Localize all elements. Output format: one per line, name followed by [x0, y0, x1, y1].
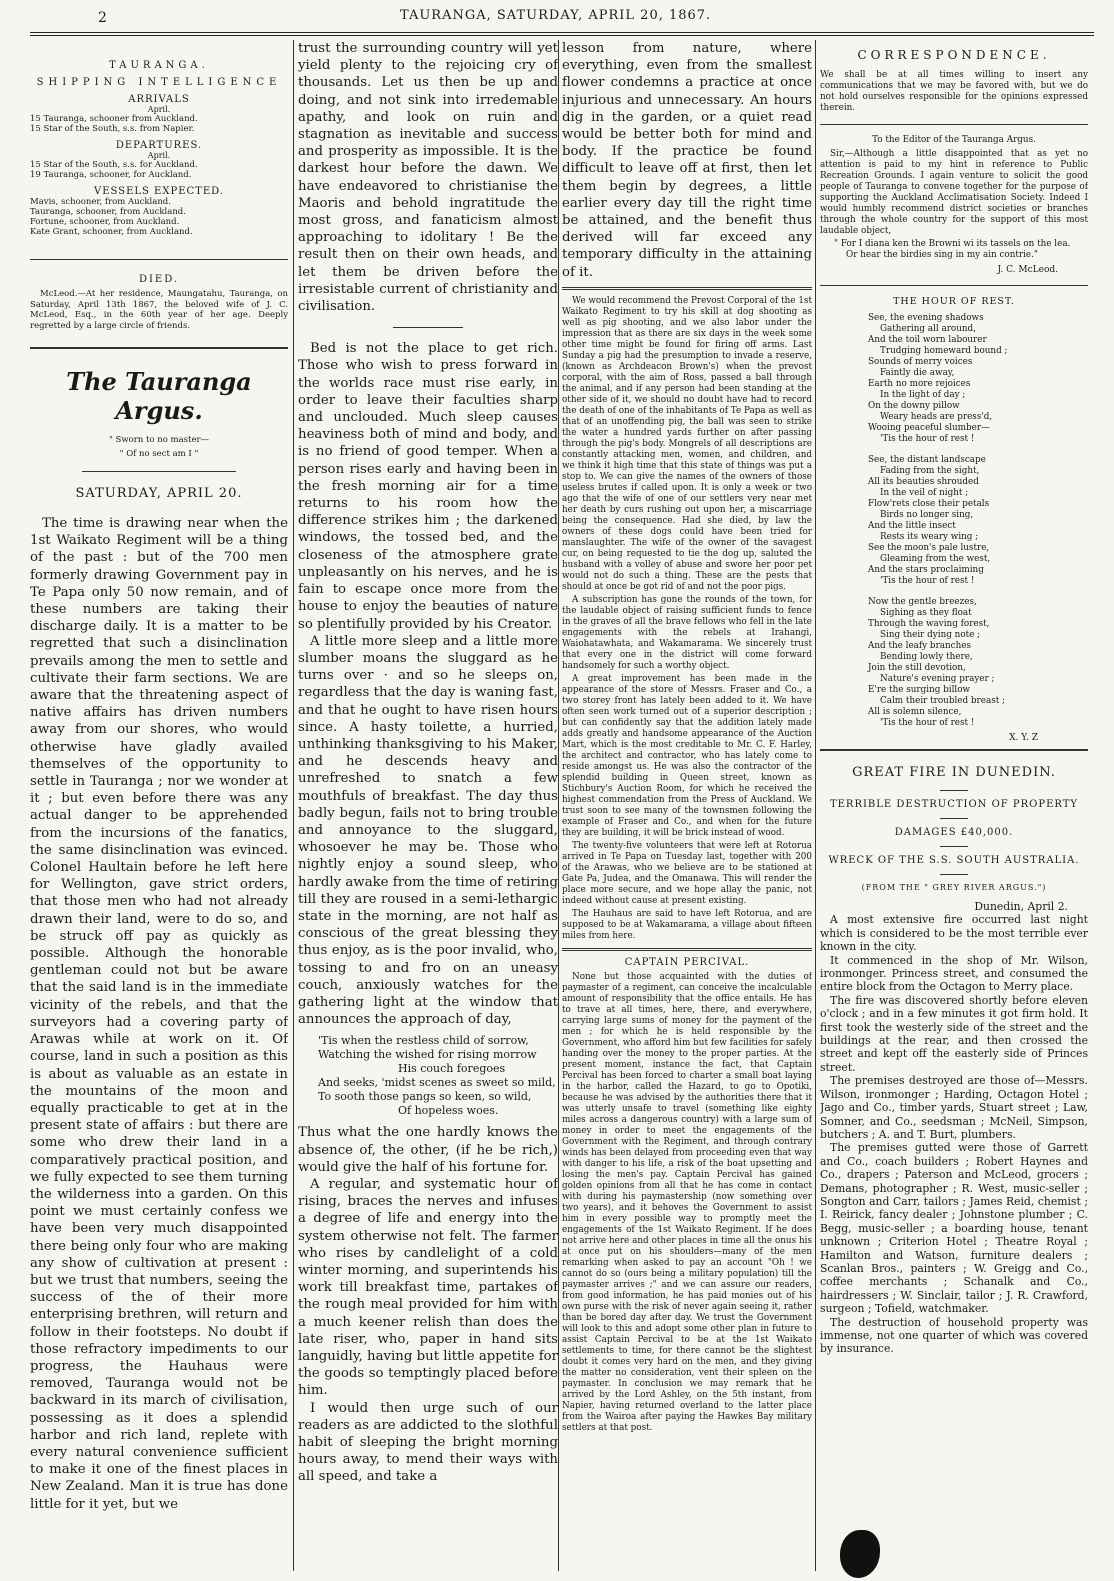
poem-line: Calm their troubled breast ;	[880, 696, 1006, 706]
fire-paragraph: A most extensive fire occurred last night which is considered to be the most terrible ever known in the city.	[820, 913, 1088, 954]
expected-line: Mavis, schooner, from Auckland.	[30, 197, 171, 207]
poem-line: See, the evening shadows	[868, 313, 984, 323]
editorial-paragraph: I would then urge such of our readers as are addicted to the slothful habit of sleeping the bright morning hours away, to mend their ways with all speed, and take a	[298, 1400, 558, 1485]
poem-line: Gleaming from the west,	[880, 554, 991, 564]
ink-blot	[840, 1530, 880, 1578]
poem-line: All is solemn silence,	[868, 707, 962, 717]
divider	[82, 471, 237, 472]
column-rule	[558, 40, 559, 1571]
letter-signature: J. C. McLeod.	[997, 265, 1058, 275]
divider	[940, 818, 968, 819]
divider	[820, 749, 1088, 751]
arrivals-month: April.	[147, 105, 171, 114]
poem-line: Now the gentle breezes,	[868, 597, 977, 607]
poem-line: Sing their dying note ;	[880, 630, 981, 640]
editorial-paragraph: Thus what the one hardly knows the absence of, the other, (if he be rich,) would give the half of his fortune for.	[298, 1125, 558, 1175]
news-paragraph: A subscription has gone the rounds of the town, for the laudable object of raising sufficient funds to fence in the graves of all the brave fellows who fell in the late engagements with the rebels at Irahangi, Waiohatawhata, and Wakamarama. We sincerely trust that every one in the district will come forward handsomely for such a worthy object.	[562, 594, 812, 671]
fire-paragraph: The fire was discovered shortly before eleven o'clock ; and in a few minutes it got firm hold. It first took the westerly side of the street and the buildings at the rear, and then crossed the street and kept off the easterly side of Princes street.	[820, 993, 1088, 1074]
fire-source: (FROM THE " GREY RIVER ARGUS.")	[861, 883, 1047, 892]
poem-stanza-2	[868, 455, 1088, 587]
fire-paragraph: The premises gutted were those of Garrett and Co., coach builders ; Robert Haynes and Co., drapers ; Paterson and McLeod, grocers ; Demans, photographer ; R. West, music-seller ; Songton and Carr, tailors ; James Reid, chemist ; I. Reirick, fancy dealer ; Johnstone plumber ; C. Begg, music-seller ; a boarding house, tenant unknown ; Criterion Hotel ; Theatre Royal ; Hamilton and Watson, furniture dealers ; Scanlan Bros., painters ; W. Greigg and Co., coffee merchants ; Schanalk and Co., hairdressers ; W. Sinclair, tailor ; J. R. Crawford, surgeon ; Tofield, watchmaker.	[820, 1141, 1088, 1316]
divider	[940, 874, 968, 875]
poem-line: Fading from the sight,	[880, 466, 980, 476]
poem-line: Weary heads are press'd,	[880, 412, 993, 422]
poem-line: Join the still devotion,	[868, 663, 966, 673]
poem-line: Through the waving forest,	[868, 619, 990, 629]
poem-signature: X. Y. Z	[1009, 733, 1038, 743]
news-paragraph: The twenty-five volunteers that were left at Rotorua arrived in Te Papa on Tuesday last, together with 200 of the Arawas, who we believe are to be stationed at Gate Pa, Judea, and the Omanawa. This will render the place more secure, and we hope allay the panic, not indeed without cause at present existing.	[562, 840, 812, 906]
letter-body: Sir,—Although a little disappointed that as yet no attention is paid to my hint in reference to Public Recreation Grounds. I again venture to solicit the good people of Tauranga to convene together for the purpose of supporting the Auckland Acclimatisation Society. Indeed I would humbly recommend district societies or branches through the whole country for the support of this most laudable object,	[820, 149, 1088, 236]
divider	[940, 790, 968, 791]
divider	[30, 347, 288, 349]
issue-date: SATURDAY, APRIL 20.	[75, 486, 243, 501]
died-heading: DIED.	[138, 274, 180, 285]
shipping-title: TAURANGA.	[109, 60, 209, 71]
motto-line-2: " Of no sect am I "	[119, 449, 199, 459]
divider	[820, 285, 1088, 286]
fire-subhead: WRECK OF THE S.S. SOUTH AUSTRALIA.	[828, 855, 1080, 866]
poem-stanza-3	[868, 597, 1088, 729]
departure-line: 15 Star of the South, s.s. for Auckland.	[30, 160, 198, 170]
page-number: 2	[98, 10, 107, 26]
fire-paragraph: It commenced in the shop of Mr. Wilson, ironmonger. Princess street, and consumed the entire block from the Octagon to Merry place.	[820, 953, 1088, 994]
poem-line: Faintly die away,	[880, 368, 955, 378]
departures-heading: DEPARTURES.	[115, 140, 203, 151]
letter-quote: " For I diana ken the Browni wi its tassels on the lea.	[834, 239, 1071, 249]
poem-line: 'Tis the hour of rest !	[880, 718, 975, 728]
arrival-line: 15 Star of the South, s.s. from Napier.	[30, 124, 195, 134]
poem-line: Rests its weary wing ;	[880, 532, 979, 542]
divider	[562, 287, 812, 290]
editorial-paragraph: trust the surrounding country will yet yield plenty to the rejoicing cry of thousands. Let us then be up and doing, and not sink into irredemable apathy, and look on ruin and stagnation as inevitable and success and prosperity as impossible. It is the darkest hour before the dawn. We have endeavored to christianise the Maoris and behold ingratitude the most gross, and fanaticism almost approaching to idolitary ! Be the result then on their own heads, and let them be driven before the irresistable current of christianity and civilisation.	[298, 41, 558, 315]
poem-line: Wooing peaceful slumber—	[868, 423, 990, 433]
poem-line: To sooth those pangs so keen, so wild,	[318, 1090, 532, 1104]
poem-line: And the stars proclaiming	[868, 565, 984, 575]
column-3	[562, 40, 812, 1436]
editorial-paragraph: A regular, and systematic hour of rising, braces the nerves and infuses a degree of life and energy into the system otherwise not felt. The farmer who rises by candlelight of a cold winter morning, and superintends his work till breakfast time, partakes of the rough meal provided for him with a much keener relish than does the late riser, who, paper in hand sits languidly, having but little appetite for the goods so temptingly placed before him.	[298, 1176, 558, 1399]
poem-line: See, the distant landscape	[868, 455, 986, 465]
poem-line: And seeks, 'midst scenes as sweet so mild,	[318, 1076, 556, 1090]
column-4	[820, 40, 1088, 1356]
poem-line: 'Tis when the restless child of sorrow,	[318, 1034, 529, 1048]
poem-line: And the toil worn labourer	[868, 335, 987, 345]
poem-line: And the leafy branches	[868, 641, 971, 651]
poem-line: E're the surging billow	[868, 685, 971, 695]
column-2	[298, 40, 558, 1486]
poem-line: See the moon's pale lustre,	[868, 543, 990, 553]
column-1	[30, 42, 288, 1513]
fire-paragraph: The destruction of household property was immense, not one quarter of which was covered by insurance.	[820, 1315, 1088, 1356]
correspondence-title: CORRESPONDENCE.	[857, 48, 1051, 62]
poem-title: THE HOUR OF REST.	[893, 296, 1015, 307]
arrivals-heading: ARRIVALS	[128, 94, 190, 105]
editorial-text	[30, 515, 288, 1513]
local-news	[562, 296, 812, 942]
divider	[562, 948, 812, 951]
arrival-line: 15 Tauranga, schooner from Auckland.	[30, 114, 198, 124]
header-rule	[30, 32, 1094, 36]
column-rule	[293, 40, 294, 1571]
expected-line: Fortune, schooner, from Auckland.	[30, 217, 180, 227]
news-paragraph: A great improvement has been made in the appearance of the store of Messrs. Fraser and Co., a two storey front has lately been added to it. We have often seen work turned out of a superior description ; but can confidently say that the addition lately made adds greatly and handsome appearance of the Auction Mart, which is the most creditable to Mr. C. F. Harley, the architect and contractor, who has lately come to reside amongst us. He was also the contractor of the splendid building in Queen street, known as Stichbury's Auction Room, for which he received the highest commendation from the Press of Auckland. We trust soon to see many of the townsmen following the example of Fraser and Co., and when for the future they are building, it will be brick instead of wood.	[562, 673, 812, 838]
poem-line: Watching the wished for rising morrow	[318, 1048, 537, 1062]
quoted-poem	[318, 1034, 558, 1118]
masthead: The Tauranga Argus.	[66, 367, 252, 425]
poem-line: Flow'rets close their petals	[868, 499, 990, 509]
died-notice: McLeod.—At her residence, Maungatahu, Tauranga, on Saturday, April 13th 1867, the beloved wife of J. C. McLeod, Esq., in the 60th year of her age. Deeply regretted by a large circle of friends.	[30, 289, 288, 331]
poem-line: 'Tis the hour of rest !	[880, 576, 975, 586]
poem-line: And the little insect	[868, 521, 956, 531]
news-paragraph: The Hauhaus are said to have left Rotorua, and are supposed to be at Wakamarama, a village about fifteen miles from here.	[562, 908, 812, 941]
shipping-subtitle: SHIPPING INTELLIGENCE	[36, 77, 282, 88]
motto-line-1: " Sworn to no master—	[108, 435, 210, 445]
poem-line: Earth no more rejoices	[868, 379, 971, 389]
fire-headline: GREAT FIRE IN DUNEDIN.	[852, 765, 1056, 780]
expected-heading: VESSELS EXPECTED.	[94, 186, 224, 197]
fire-dateline: Dunedin, April 2.	[974, 900, 1068, 913]
correspondence-note: We shall be at all times willing to insert any communications that we may be favored with, but we do not hold ourselves responsible for the opinions expressed therein.	[820, 70, 1088, 113]
poem-line: Sounds of merry voices	[868, 357, 973, 367]
editorial-paragraph: Bed is not the place to get rich. Those who wish to press forward in the worlds race must rise early, in order to leave their faculties sharp and unclouded. Much sleep causes heaviness both of mind and body, and is no friend of good temper. When a person rises early and having been in the fresh morning air for a time returns to his room how the difference strikes him ; the darkened windows, the tossed bed, and the closeness of the atmosphere grate unpleasantly on his nerves, and he is fain to escape once more from the house to enjoy the beauties of nature so plentifully provided by his Creator.	[298, 341, 558, 632]
poem-stanza-1	[868, 313, 1088, 445]
fire-subhead: TERRIBLE DESTRUCTION OF PROPERTY	[829, 799, 1079, 810]
poem-line: Trudging homeward bound ;	[880, 346, 1008, 356]
percival-text: None but those acquainted with the duties of paymaster of a regiment, can conceive the incalculable amount of responsibility that the office entails. He has to trave at all times, here, there, and everywhere, carrying large sums of money for the payment of the men ; for which he is held responsible by the Government, who afford him but few facilities for safely handing over the money to the proper parties. At the present moment, instance the fact, that Captain Percival has been forced to charter a small boat laying in the harbor, called the Hazard, to go to Opotiki, because he was advised by the authorities there that it was utterly unsafe to travel (something like eighty miles across a dangerous country) with a large sum of money in order to meet the engagements of the Government with the Regiment, and through contrary winds has been delayed from proceeding even that way with danger to his life, a risk of the boat upsetting and losing the men's pay. Captain Percival has gained golden opinions from all that he has come in contact with during his paymastership (now something over two years), and it behoves the Government to assist him in every possible way to promptly meet the engagements of the 1st Waikato Regiment. If he does not arrive here and other places in time all the onus his at once put on his shoulders—many of the men remarking when asked to pay an account "Oh ! we cannot do so (ours being a military population) till the paymaster arrives ;" and we can assure our readers, from good information, he has paid monies out of his own purse with the risk of never again seeing it, rather than be bored day after day. We trust the Government will look to this and adopt some other plan in future to assist Captain Percival to be at the 1st Waikato settlements to time, for there cannot be the slightest doubt it comes very hard on the men, and they giving the matter no consideration, vent their spleen on the paymaster. In conclusion we may remark that he arrived by the Lord Ashley, on the 5th instant, from Napier, having returned overland to the latter place from the Wairoa after paying the Hawkes Bay military settlers at that post.	[562, 971, 812, 1433]
percival-title: CAPTAIN PERCIVAL.	[624, 956, 750, 968]
poem-line: Bending lowly there,	[880, 652, 973, 662]
poem-line: Birds no longer sing,	[880, 510, 974, 520]
divider	[820, 124, 1088, 125]
poem-line: In the veil of night ;	[880, 488, 969, 498]
letter-to: To the Editor of the Tauranga Argus.	[872, 135, 1036, 145]
poem-line: On the downy pillow	[868, 401, 960, 411]
news-paragraph: We would recommend the Prevost Corporal of the 1st Waikato Regiment to try his skill at dog shooting as well as pig shooting, and we also labor under the impression that as there are six days in the week some other time might be found for firing off arms. Last Sunday a pig had the presumption to invade a reserve, (known as Archdeacon Brown's) when the prevost corporal, with the aim of Ross, passed a ball through the animal, and if any person had been standing at the other side of it, we should no doubt have had to record the death of one of the inhabitants of Te Papa as well as that of an unoffending pig, the ball was seen to strike the water a hundred yards further on after passing through the pig's body. Mongrels of all descriptions are constantly attacking men, women, and children, and we think it high time that this state of things was put a stop to. We can give the names of the owners of those useless brutes if called upon. It is only a week or two ago that the wife of one of our settlers very near met her death by curs rushing out upon her, a miscarriage being the consequence. Had she died, by law the owners of these dogs could have been tried for manslaughter. The wife of the owner of the savagest cur, on being requested to tie the dog up, saluted the husband with a volley of abuse and swore her poor pet would not do such a thing. These are the pests that should at once be got rid of and not the poor pigs.	[562, 295, 812, 592]
divider	[30, 259, 288, 260]
poem-line: 'Tis the hour of rest !	[880, 434, 975, 444]
expected-line: Tauranga, schooner, from Auckland.	[30, 207, 186, 217]
fire-paragraph: The premises destroyed are those of—Messrs. Wilson, ironmonger ; Harding, Octagon Hotel ; Jago and Co., timber yards, Stuart street ; Law, Somner, and Co., seedsman ; McNeil, Simpson, butchers ; A. and T. Burt, plumbers.	[820, 1074, 1088, 1141]
poem-line: In the light of day ;	[880, 390, 966, 400]
expected-line: Kate Grant, schooner, from Auckland.	[30, 227, 193, 237]
divider	[393, 327, 463, 328]
departures-month: April.	[147, 151, 171, 160]
poem-line: Sighing as they float	[880, 608, 972, 618]
poem-line: Nature's evening prayer ;	[880, 674, 995, 684]
poem-line: Gathering all around,	[880, 324, 976, 334]
editorial-paragraph: A little more sleep and a little more slumber moans the sluggard as he turns over · and so he sleeps on, regardless that the day is waning fast, and that he ought to have risen hours since. A hasty toilette, a hurried, unthinking thanksgiving to his Maker, and he descends heavy and unrefreshed to snatch a few mouthfuls of breakfast. The day thus badly begun, fails not to bring trouble and annoyance to the sluggard, whosoever he may be. Those who nightly enjoy a sound sleep, who hardly awake from the time of retiring till they are roused in a semi-lethargic state in the morning, are not half as conscious of the great blessing they thus enjoy, as is the poor invalid, who, tossing to and fro on an uneasy couch, anxiously watches for the gathering light at the window that announces the approach of day,	[298, 633, 558, 1028]
fire-subhead: DAMAGES £40,000.	[894, 827, 1014, 838]
poem-line: Of hopeless woes.	[398, 1104, 499, 1118]
divider	[940, 846, 968, 847]
editorial-paragraph: lesson from nature, where everything, even from the smallest flower condemns a practice at once injurious and unnecessary. An hours dig in the garden, or a quiet read would be better both for mind and body. If the practice be found difficult to leave off at first, then let them begin by degrees, a little earlier every day till the right time be attained, and the benefit thus derived will far exceed any temporary difficulty in the attaining of it.	[562, 41, 812, 280]
poem-line: All its beauties shrouded	[868, 477, 979, 487]
page-header: TAURANGA, SATURDAY, APRIL 20, 1867.	[400, 8, 712, 23]
editorial-paragraph: The time is drawing near when the 1st Waikato Regiment will be a thing of the past : but of the 700 men formerly drawing Government pay in Te Papa only 50 now remain, and of these numbers are taking their discharge daily. It is a matter to be regretted that such a disinclination prevails among the men to settle and cultivate their farm sections. We are aware that the threatening aspect of native affairs has driven numbers away from our shores, who would otherwise have gladly availed themselves of the opportunity to settle in Tauranga ; nor we wonder at it ; but even before there was any actual danger to be apprehended from the incursions of the fanatics, the same disinclination was evinced. Colonel Haultain before he left here for Wellington, gave strict orders, that those men who had not already drawn their land, were to do so, and be struck off pay as quickly as possible. Although the honorable gentleman could not but be aware that the said land is in the immediate vicinity of the rebels, and that the surveyors had a covering party of Arawas while at work on it. Of course, land in such a position as this is about as valuable as an estate in the mountains of the moon and equally practicable to get at in the present state of affairs : but there are some who drew their land in a comparatively practical position, and we fully expected to see them turning the wilderness into a garden. On this point we must certainly confess we have been very much disappointed there being only four who are making any show of cultivation at present : but we trust that numbers, seeing the success of the of their more enterprising brethren, will return and follow in their footsteps. No doubt if those refractory impediments to our progress, the Hauhaus were removed, Tauranga would not be backward in its march of civilisation, possessing as it does a splendid harbor and rich land, replete with every natural convenience sufficient to make it one of the finest places in New Zealand. Man it is true has done little for it yet, but we	[30, 516, 288, 1512]
departure-line: 19 Tauranga, schooner, for Auckland.	[30, 170, 192, 180]
poem-line: His couch foregoes	[398, 1062, 506, 1076]
fire-report	[820, 913, 1088, 1355]
letter-quote: Or hear the birdies sing in my ain contrie."	[846, 250, 1038, 260]
column-rule	[815, 40, 816, 1571]
